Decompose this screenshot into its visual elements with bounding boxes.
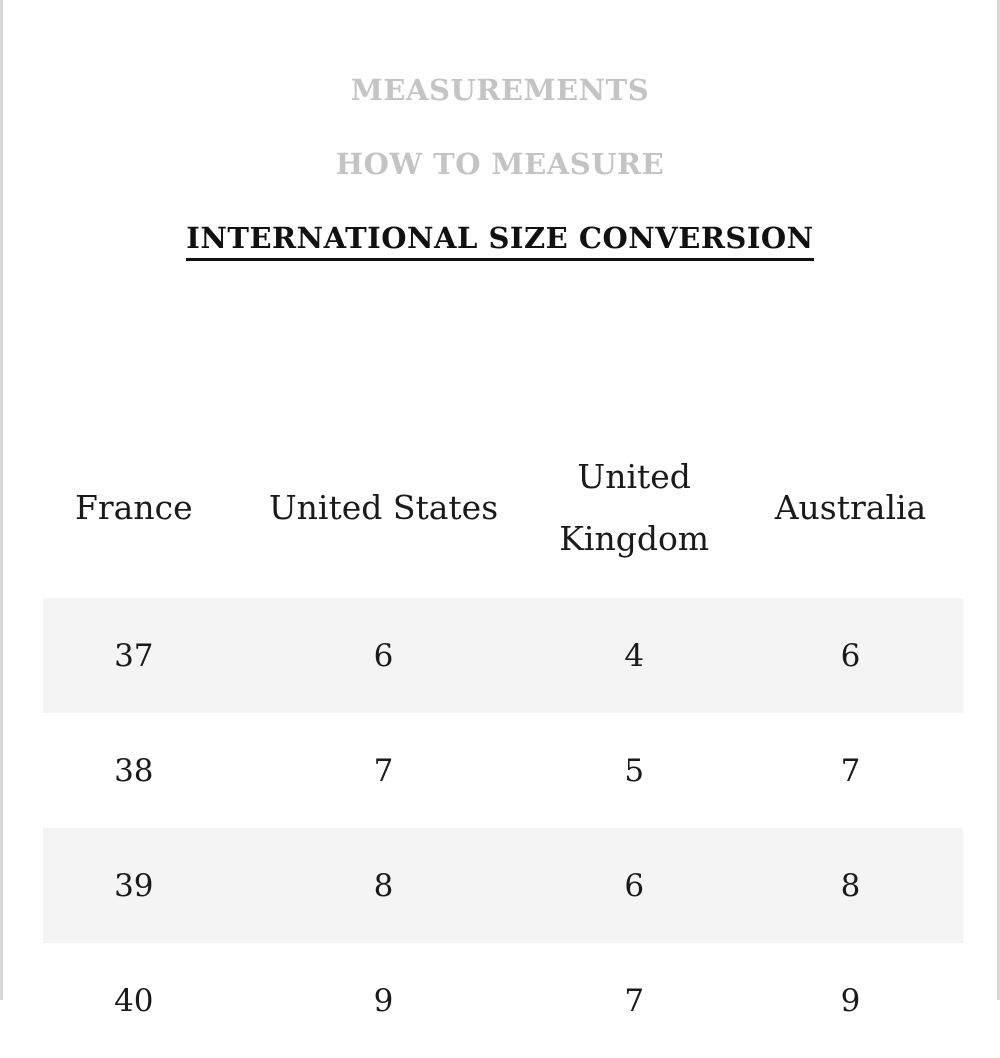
cell-france: 38 <box>114 752 154 789</box>
cell-france: 37 <box>114 637 154 674</box>
cell-france: 40 <box>114 982 154 1019</box>
cell-france: 39 <box>114 867 154 904</box>
tab-how-to-measure[interactable]: HOW TO MEASURE <box>335 147 665 181</box>
column-header-united-kingdom-label: United Kingdom <box>559 457 710 558</box>
tab-international-size-conversion[interactable]: INTERNATIONAL SIZE CONVERSION <box>186 218 813 261</box>
cell-united-states: 7 <box>373 752 394 789</box>
column-header-united-kingdom <box>542 446 726 570</box>
cell-united-kingdom: 4 <box>624 637 645 674</box>
cell-united-states: 8 <box>373 867 394 904</box>
column-header-france: France <box>74 488 193 527</box>
column-header-united-states: United States <box>268 488 499 527</box>
size-guide-tabs <box>3 70 997 261</box>
size-conversion-table <box>43 448 963 1058</box>
column-header-australia: Australia <box>774 488 927 527</box>
table-row <box>43 713 963 828</box>
cell-australia: 9 <box>840 982 861 1019</box>
cell-united-kingdom: 5 <box>624 752 645 789</box>
tab-measurements[interactable]: MEASUREMENTS <box>350 73 650 107</box>
cell-australia: 8 <box>840 867 861 904</box>
table-row <box>43 598 963 713</box>
cell-australia: 6 <box>840 637 861 674</box>
cell-united-kingdom: 6 <box>624 867 645 904</box>
cell-united-kingdom: 7 <box>624 982 645 1019</box>
cell-united-states: 6 <box>373 637 394 674</box>
cell-australia: 7 <box>840 752 861 789</box>
cell-united-states: 9 <box>373 982 394 1019</box>
table-row <box>43 828 963 943</box>
table-header-row <box>43 448 963 568</box>
table-row <box>43 943 963 1058</box>
